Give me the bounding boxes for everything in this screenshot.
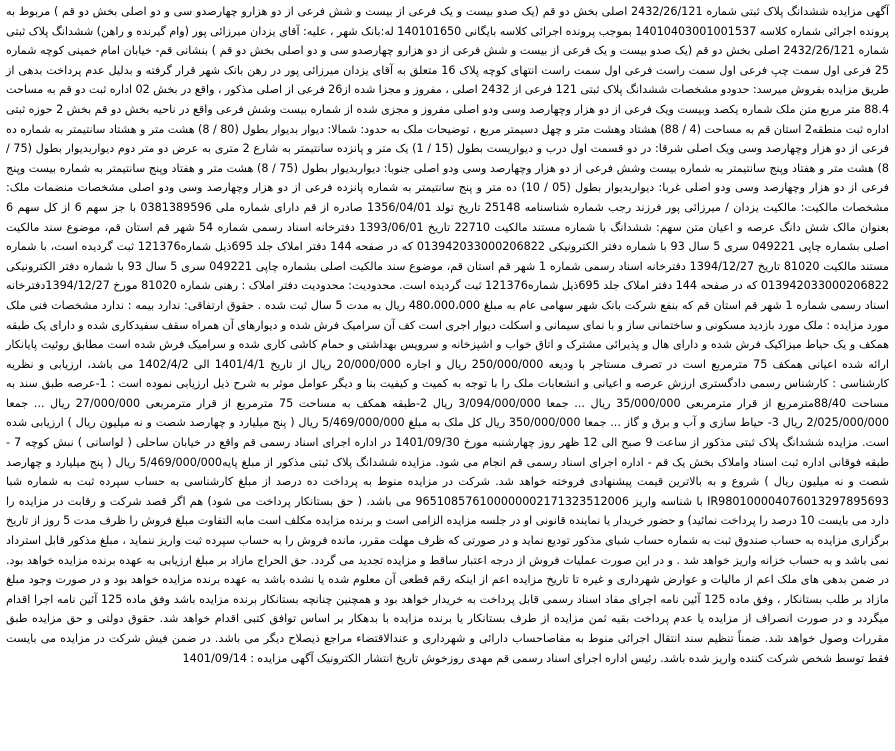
notice-body: آگهی مزایده ششدانگ پلاک ثبتی شماره 2432/26/121 اصلی بخش دو قم (یک صدو بیست و یک فرعی از بیست و شش فرعی از دو هزارو چهارصدو سی و دو اصلی بخش دو قم ) مربوط به پرونده اجرائی شماره کلاسه 14010403001001537 بموجب پرونده اجرائی کلاسه بایگانی 140101650 له:بانک شهر ، علیه: آقای یزدان میرزائی پور (وام گیرنده و راهن) ششدانگ پلاک ثبتی شماره 2432/26/121 اصلی بخش دو قم (یک صدو بیست و یک فرعی از بیست و شش فرعی از دو هزارو چهارصدو سی و دو اصلی بخش دو قم ) بنشانی قم- خیابان امام خمینی کوچه شماره 25 فرعی اول سمت چپ فرعی اول سمت راست فرعی اول سمت راست انتهای کوچه پلاک 16 متعلق به آقای یزدان میرزائی پور در رهن بانک شهر قرار گرفته و بدلیل عدم پرداخت بدهی از طریق مزایده بفروش میرسد: حدودو مشخصات ششدانگ پلاک ثبتی 121 فرعی از 2432 اصلی ، مفروز و مجزا شده از26 فرعی از اصلی مذکور ، واقع در بخش 02 اداره ثبت دو قم به مساحت 88.4 متر مربع متن ملک شماره یکصد وبیست ویک فرعی از دو هزار وچهارصد وسی ودو اصلی مفروز و مجزی شده از شماره بیست وشش فرعی واقع در ناحیه بخش دو قم بخش 2 حوزه ثبتی اداره ثبت منطقه2 استان قم به مساحت (4 / 88) هشتاد وهشت متر و چهل دسیمتر مربع ، توضیحات ملک به حدود: شمالا: دیوار بدیوار بطول (80 / 8) هشت متر و هشتاد سانتیمتر به شماره ده فرعی از دو هزار وچهارصد وسی ویک اصلی شرقا: در دو قسمت اول درب و دیواریست بطول (15 / 1) یک متر و پانزده سانتیمتر به شارع 2 متری به عرض دو متر دوم دیواربدیوار بطول (75 / 8) هشت متر و هفتاد وپنج سانتیمتر به شماره بیست وشش فرعی از دو هزار وچهارصد وسی ودو اصلی جنوبا: دیواربدیوار بطول (75 / 8) هشت متر و هفتاد وپنج سانتیمتر به شماره بیست وپنج فرعی از دو هزار وچهارصد وسی ودو اصلی غربا: دیواربدیوار بطول (05 / 10) ده متر و پنج سانتیمتر به شماره پانزده فرعی از دو هزار وچهارصد وسی ودو اصلی مشخصات منضمات ملک: مشخصات مالکیت: مالکیت یزدان / میرزائی پور فرزند رجب شماره شناسنامه 25148 تاریخ تولد 1356/04/01 صادره از قم دارای شماره ملی 0381389596 با جز سهم 6 از کل سهم 6 بعنوان مالک شش دانگ عرصه و اعیان متن سهم: ششدانگ با شماره مستند مالکیت 22710 تاریخ 1393/06/01 دفترخانه اسناد رسمی شماره 54 شهر قم استان قم، موضوع سند مالکیت اصلی بشماره چاپی 049221 سری 5 سال 93 با شماره دفتر الکترونیکی 013942033000206822 که در صفحه 144 دفتر املاک جلد 695ذیل شماره121376 ثبت گردیده است، با شماره مستند مالکیت 81020 تاریخ 1394/12/27 دفترخانه اسناد رسمی شماره 1 شهر قم استان قم، موضوع سند مالکیت اصلی بشماره چاپی 049221 سری 5 سال 93 با شماره دفتر الکترونیکی 013942033000206822 که در صفحه 144 دفتر املاک جلد 695ذیل شماره121376 ثبت گردیده است. محدودیت: محدودیت دفتر املاک : رهنی شماره 81020 مورخ 1394/12/27دفترخانه اسناد رسمی شماره 1 شهر قم استان قم که بنفع شرکت بانک شهر سهامی عام به مبلغ 480،000،000 ریال به مدت 5 سال ثبت شده . حقوق ارتفاقی: ندارد بیمه : ندارد مشخصات فنی ملک مورد مزایده : ملک مورد بازدید مسکونی و ساختمانی ساز و با نمای سیمانی و اسکلت دیوار اجری است کف آن سرامیک فرش شده و دیوارهای آن همراه سقف سفیدکاری شده و دارای یک طبقه همکف و یک حیاط میزاکیک فرش شده و دارای هال و پذیرائی مشترک و اتاق خواب و اشپزخانه و سرویس بهداشتی و حمام کاشی کاری شده و سرامیک فرش شده است مطابق روئیت پایانکار ارائه شده اعیانی همکف 75 مترمربع است در تصرف مستاجر با ودیعه 250/000/000 ریال و اجاره 20/000/000 ریال از تاریخ 1401/4/1 الی 1402/4/2 می باشد، ارزیابی و نظریه کارشناسی : کارشناس رسمی دادگستری ارزش عرصه و اعیانی و انشعابات ملک را با توجه به کمیت و کیفیت بنا و دیگر عوامل موثر به شرح ذیل ارزیابی نموده است : 1-عرصه طبق سند به مساحت 88/40مترمربع از قرار مترمربعی 35/000/000 ریال ... جمعا 3/094/000/000 ریال 2-طبقه همکف به مساحت 75 مترمربع از قرار مترمربعی 27/000/000 ریال ... جمعا 2/025/000/000 ریال 3- حیاط سازی و آب و برق و گاز ... جمعا 350/000/000 ریال کل ملک به مبلغ 5/469/000/000 ریال ( پنج میلیارد و چهارصد شصت و نه میلیون ریال ) ارزیابی شده است. مزایده ششدانگ پلاک ثبتی مذکور از ساعت 9 صبح الی 12 ظهر روز چهارشنبه مورخ 1401/09/30 در اداره اجرای اسناد رسمی قم واقع در خیابان ساحلی ( لواسانی ) نبش کوچه 7 - طبقه فوقانی اداره ثبت اسناد واملاک بخش یک قم - اداره اجرای اسناد رسمی قم انجام می شود. مزایده ششدانگ پلاک ثبتی مذکور از مبلغ پایه5/469/000/000 ریال ( پنج میلیارد و چهارصد شصت و نه میلیون ریال ) شروع و به بالاترین قیمت پیشنهادی فروخته خواهد شد. شرکت در مزایده منوط به پرداخت ده درصد از مبلغ کارشناسی به حساب سپرده ثبت به شماره شبا IR980100004076013297895693 با شناسه واریز 965108576100000002171323512006 می باشد. ( حق بستانکار پرداخت می شود) هم اگر قصد شرکت و رقابت در مزایده را دارد می بایست 10 درصد را پرداخت نمائید) و حضور خریدار یا نماینده قانونی او در جلسه مزایده الزامی است و برنده مزایده مکلف است مابه التفاوت مبلغ فروش را ظرف مدت 5 روز از تاریخ برگزاری مزایده به حساب صندوق ثبت به شماره حساب شبای مذکور تودیع نماید و در صورتی که ظرف مهلت مقرر، مانده فروش را به حساب سپرده ثبت واریز ننماید ، مبلغ مذکور قابل استرداد نمی باشد و به حساب خزانه واریز خواهد شد . و در این صورت عملیات فروش از درجه اعتبار ساقط و مزایده تجدید می گردد. حق الحراج مازاد بر مبلغ ارزیابی به عهده برنده مزایده خواهد بود. در ضمن بدهی های ملک اعم از مالیات و عوارض شهرداری و غیره تا تاریخ مزایده اعم از اینکه رقم قطعی آن معلوم شده یا نشده باشد به عهده برنده مزایده خواهد بود و در صورت وجود مبلغ مازاد بر طلب بستانکار ، وفق ماده 125 آئین نامه اجرای مفاد اسناد رسمی قابل پرداخت به خریدار خواهد بود و همچنین چنانچه بستانکار برنده مزایده باشد وفق ماده 125 آئین نامه اجرا اقدام میگردد و در صورت انصراف از مزایده یا عدم پرداخت بقیه ثمن مزایده از طرف بستانکار یا برنده مزایده با بدهکار بر اساس توافق کتبی اقدام خواهد شد. حقوق دولتی و حق مزایده طبق مقررات وصول خواهد شد. ضمناً تنظیم سند انتقال اجرائی منوط به مفاصاحساب دارائی و شهرداری و عندالاقتضاء مراجع ذیصلاح دیگر می باشد. در ضمن فیش شرکت در مزایده می بایست فقط توسط شخص شرکت کننده واریز شده باشد. رئیس اداره اجرای اسناد رسمی قم مهدی روزخوش تاریخ انتشار الکترونیک آگهی مزایده : 1401/09/14 (6, 5, 890, 665)
